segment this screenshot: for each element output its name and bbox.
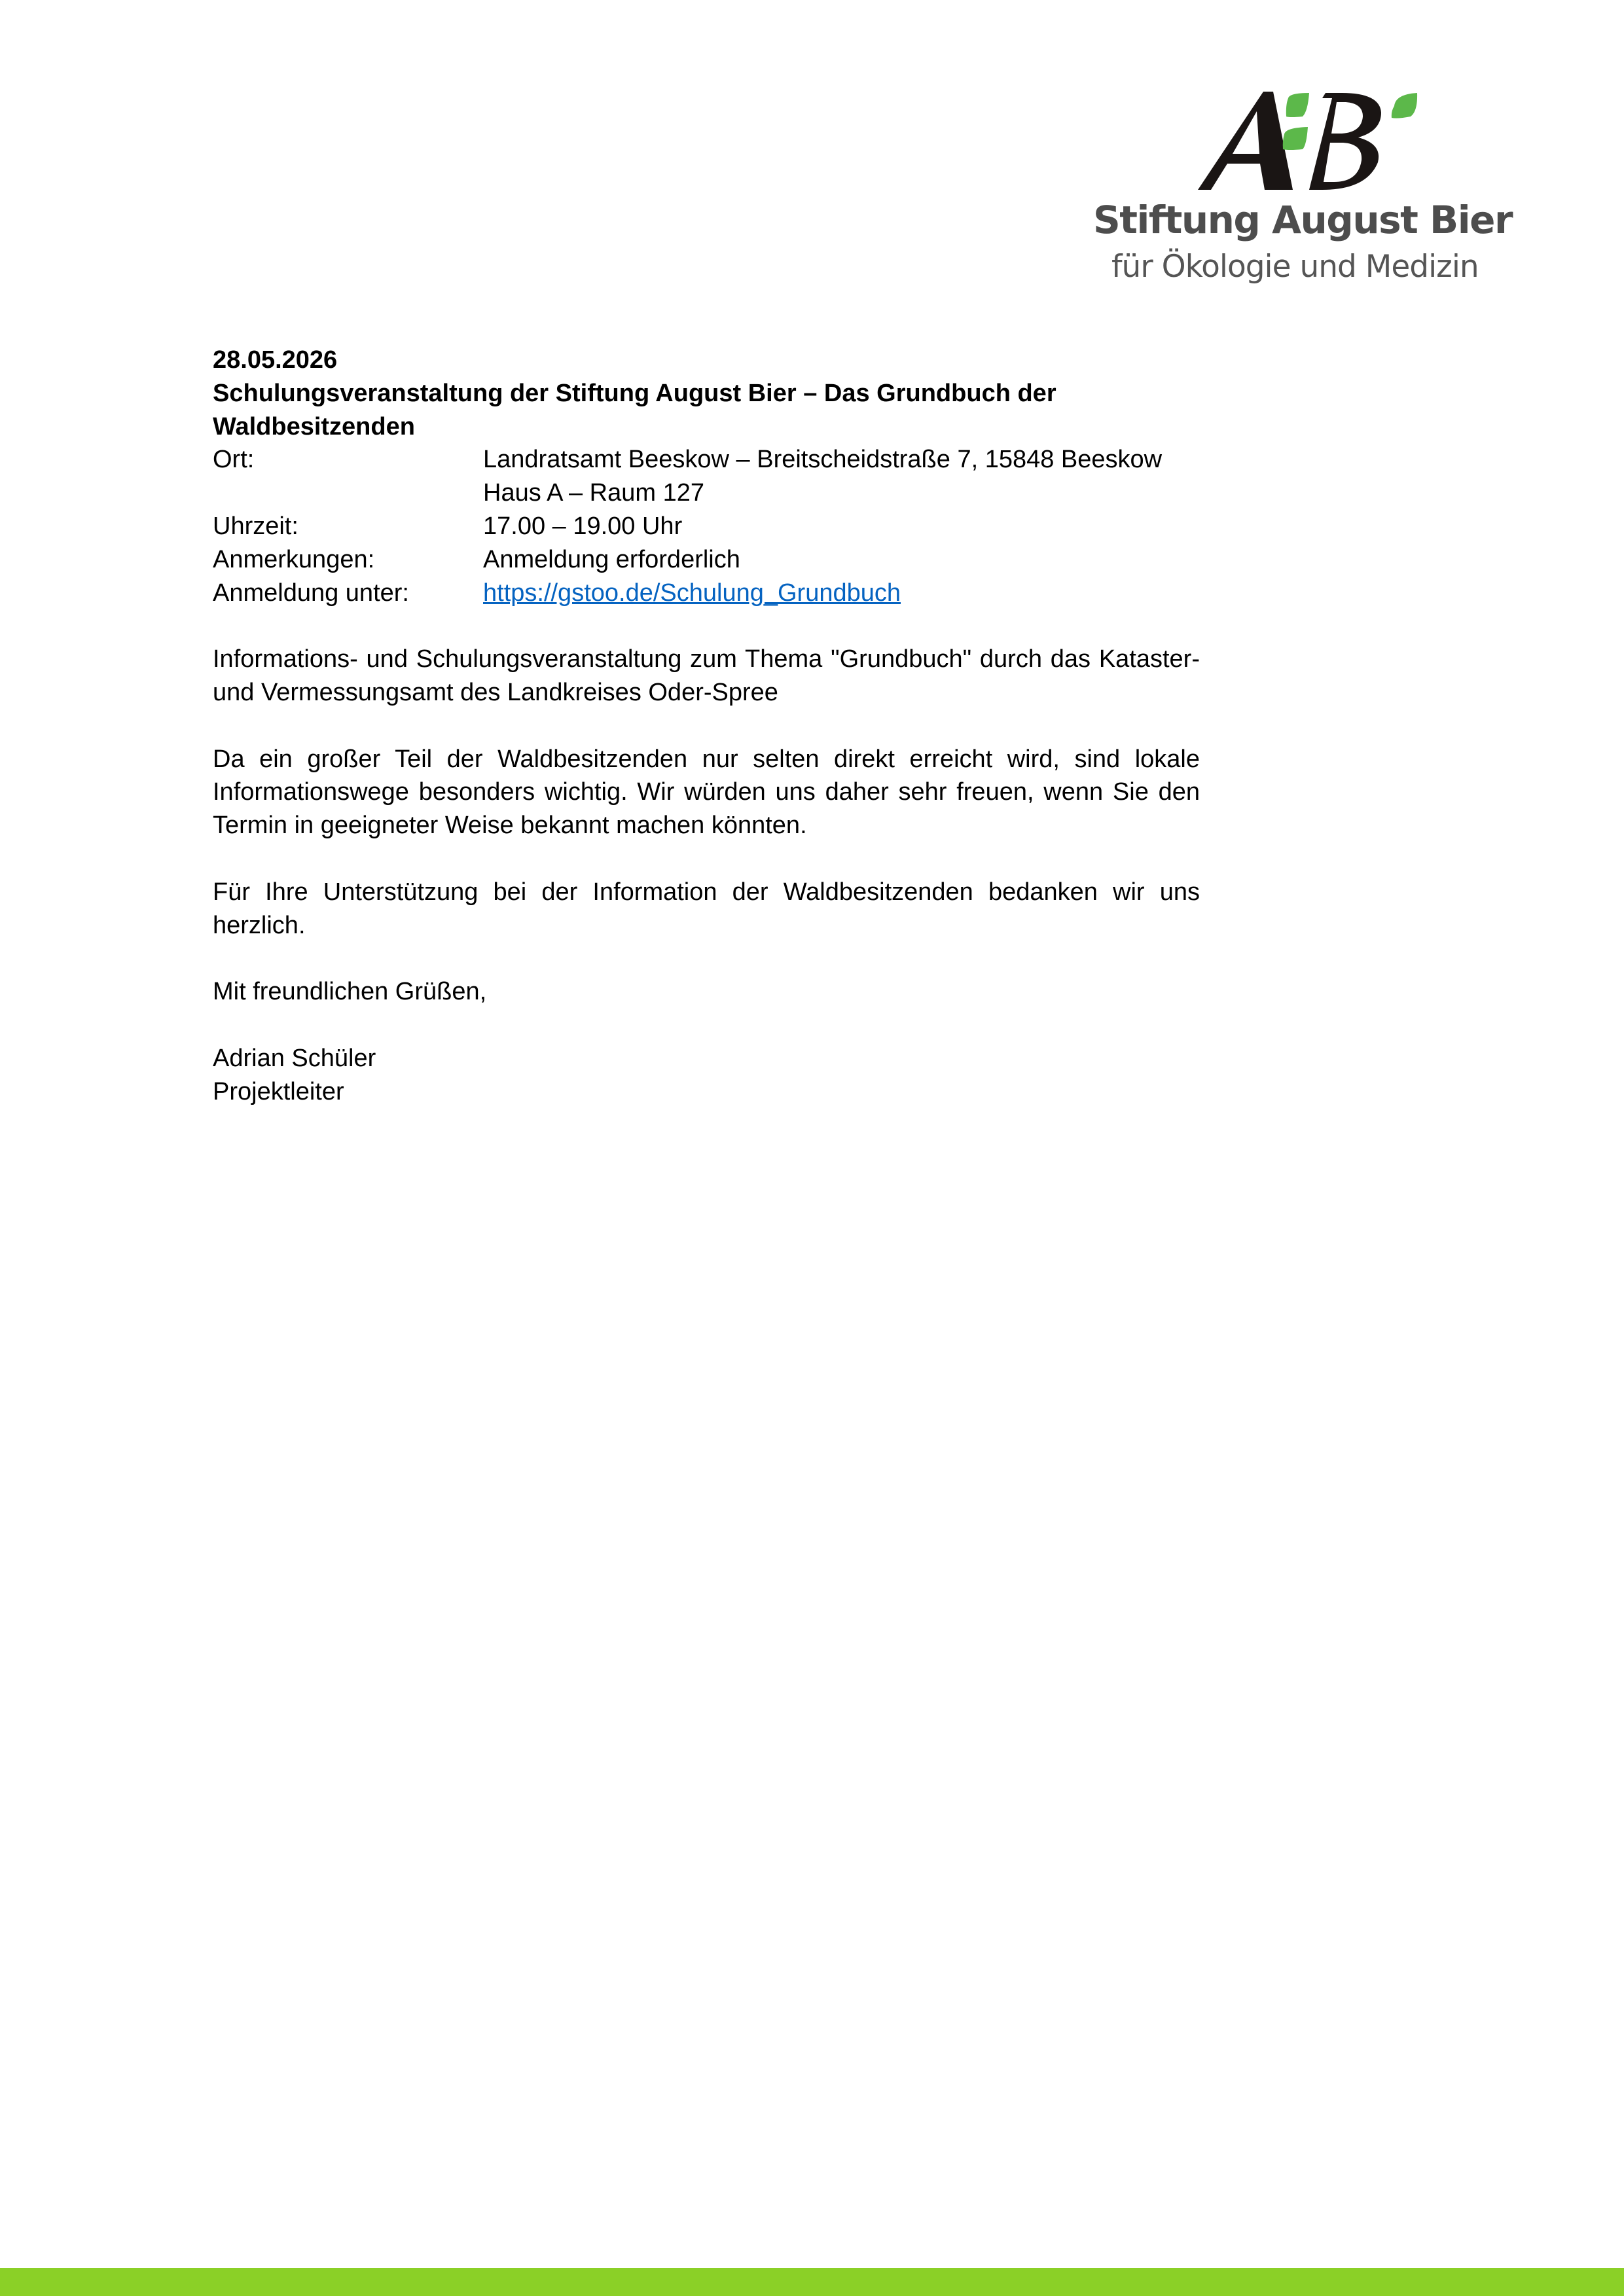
detail-label: Uhrzeit: xyxy=(213,512,298,540)
detail-row-location xyxy=(213,443,1200,476)
signature-name: Adrian Schüler xyxy=(213,1044,376,1072)
detail-row-registration xyxy=(213,577,1200,610)
detail-value: 17.00 – 19.00 Uhr xyxy=(483,512,683,540)
paragraph-intro: Informations- und Schulungsveranstaltung zum Thema "Grundbuch" durch das Kataster- und Vermessungsamt des Landkreises Oder-Spree xyxy=(213,645,1200,706)
footer-green-bar xyxy=(0,2268,1624,2296)
detail-row-room xyxy=(213,476,1200,510)
letter-body xyxy=(213,344,1200,1108)
paragraph-request: Da ein großer Teil der Waldbesitzenden nur selten direkt erreicht wird, sind lokale Informationswege besonders wichtig. Wir würden uns daher sehr freuen, wenn Sie den Termin in geeigneter Weise bekannt machen könnten. xyxy=(213,745,1200,840)
detail-label: Anmerkungen: xyxy=(213,545,375,573)
paragraph-thanks: Für Ihre Unterstützung bei der Information der Waldbesitzenden bedanken wir uns herzlich. xyxy=(213,878,1200,939)
logo-title: Stiftung August Bier xyxy=(1093,198,1513,242)
detail-row-time xyxy=(213,510,1200,543)
detail-value: Anmeldung erforderlich xyxy=(483,545,740,573)
signature-role: Projektleiter xyxy=(213,1077,344,1105)
ab-monogram-leaf-icon xyxy=(1191,85,1427,196)
registration-link[interactable]: https://gstoo.de/Schulung_Grundbuch xyxy=(483,579,901,607)
closing-line: Mit freundlichen Grüßen, xyxy=(213,978,487,1006)
letter-date: 28.05.2026 xyxy=(213,346,338,374)
detail-label: Ort: xyxy=(213,446,255,474)
logo-subtitle: für Ökologie und Medizin xyxy=(1111,249,1479,285)
detail-value: Haus A – Raum 127 xyxy=(483,479,704,507)
detail-row-notes xyxy=(213,543,1200,577)
detail-label xyxy=(213,476,483,510)
detail-label: Anmeldung unter: xyxy=(213,579,409,607)
detail-value: Landratsamt Beeskow – Breitscheidstraße 7, 15848 Beeskow xyxy=(483,446,1163,474)
foundation-logo xyxy=(1093,85,1525,295)
letter-subject: Schulungsveranstaltung der Stiftung August Bier – Das Grundbuch der Waldbesitzenden xyxy=(213,379,1056,440)
